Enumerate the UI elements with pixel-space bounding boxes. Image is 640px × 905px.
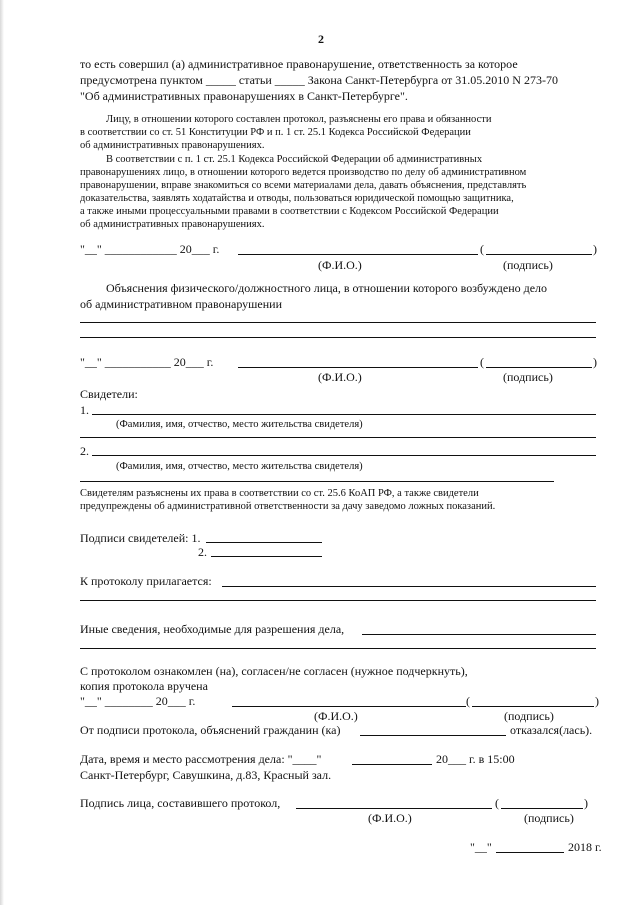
compiler-paren-open: ( bbox=[495, 796, 499, 810]
witness-1-line[interactable] bbox=[92, 414, 596, 415]
rights-p1-line-3: об административных правонарушениях. bbox=[80, 140, 265, 151]
explanations-blank-line-1[interactable] bbox=[80, 322, 596, 323]
rights-p2-line-5: а также иными процессуальными правами в соответствии с Кодексом Российской Федерации bbox=[80, 206, 499, 217]
sig2-sign-line[interactable] bbox=[486, 367, 592, 368]
sig1-paren-close: ) bbox=[593, 242, 597, 256]
compiler-label: Подпись лица, составившего протокол, bbox=[80, 796, 281, 810]
final-date-year: 2018 г. bbox=[568, 840, 602, 854]
witness-1-number: 1. bbox=[80, 403, 89, 417]
acquainted-line-1: С протоколом ознакомлен (на), согласен/не согласен (нужное подчеркнуть), bbox=[80, 664, 468, 678]
intro-line-3: "Об административных правонарушениях в Санкт-Петербурге". bbox=[80, 89, 408, 103]
witness-signature-2-line[interactable] bbox=[211, 556, 322, 557]
acquainted-paren-open: ( bbox=[466, 694, 470, 708]
other-info-line-1[interactable] bbox=[362, 634, 596, 635]
explanations-line-2: об административном правонарушении bbox=[80, 297, 283, 311]
final-date-day: "__" bbox=[470, 840, 492, 854]
refusal-label: От подписи протокола, объяснений гражданин (ка) bbox=[80, 723, 341, 737]
witness-1-caption: (Фамилия, имя, отчество, место жительства свидетеля) bbox=[116, 419, 363, 430]
acquainted-fio-line[interactable] bbox=[232, 706, 466, 707]
acquainted-date: "__" ________ 20___ г. bbox=[80, 694, 196, 708]
rights-p2-line-1: В соответствии с п. 1 ст. 25.1 Кодекса Российской Федерации об административных bbox=[106, 154, 483, 165]
rights-p2-line-6: об административных правонарушениях. bbox=[80, 219, 265, 230]
acquainted-sign-label: (подпись) bbox=[504, 709, 554, 723]
witnesses-rights-line-1: Свидетелям разъяснены их права в соответствии со ст. 25.6 КоАП РФ, а также свидетели bbox=[80, 488, 479, 499]
scan-edge-shadow bbox=[0, 0, 4, 905]
sig1-sign-label: (подпись) bbox=[503, 258, 553, 272]
witnesses-rights-line-2: предупреждены об административной ответственности за дачу заведомо ложных показаний. bbox=[80, 501, 496, 512]
rights-p1-line-2: в соответствии со ст. 51 Конституции РФ и п. 1 ст. 25.1 Кодекса Российской Федерации bbox=[80, 127, 471, 138]
acquainted-sign-line[interactable] bbox=[472, 706, 594, 707]
compiler-fio-label: (Ф.И.О.) bbox=[368, 811, 412, 825]
sig2-fio-line[interactable] bbox=[238, 367, 478, 368]
sig1-paren-open: ( bbox=[480, 242, 484, 256]
acquainted-fio-label: (Ф.И.О.) bbox=[314, 709, 358, 723]
sig2-paren-open: ( bbox=[480, 355, 484, 369]
compiler-sign-label: (подпись) bbox=[524, 811, 574, 825]
hearing-date-label: Дата, время и место рассмотрения дела: "____" bbox=[80, 752, 322, 766]
witness-1-extra-line[interactable] bbox=[80, 437, 596, 438]
attached-line-1[interactable] bbox=[222, 586, 596, 587]
compiler-sign-line[interactable] bbox=[501, 808, 583, 809]
sig2-paren-close: ) bbox=[593, 355, 597, 369]
refusal-line[interactable] bbox=[360, 735, 506, 736]
explanations-blank-line-2[interactable] bbox=[80, 337, 596, 338]
rights-p2-line-2: правонарушениях лицо, в отношении которого ведется производство по делу об административном bbox=[80, 167, 527, 178]
attached-line-2[interactable] bbox=[80, 600, 596, 601]
acquainted-line-2: копия протокола вручена bbox=[80, 679, 208, 693]
sig2-sign-label: (подпись) bbox=[503, 370, 553, 384]
witness-signatures-label: Подписи свидетелей: 1. bbox=[80, 531, 201, 545]
witness-signatures-number-2: 2. bbox=[198, 545, 207, 559]
compiler-fio-line[interactable] bbox=[296, 808, 492, 809]
rights-p2-line-3: правонарушении, вправе знакомиться со всеми материалами дела, давать объяснения, представлять bbox=[80, 180, 527, 191]
witness-signature-1-line[interactable] bbox=[206, 542, 322, 543]
intro-line-2: предусмотрена пунктом _____ статьи _____ Закона Санкт-Петербурга от 31.05.2010 N 273-70 bbox=[80, 73, 558, 87]
refusal-suffix: отказался(лась). bbox=[510, 723, 593, 737]
witness-2-number: 2. bbox=[80, 444, 89, 458]
witness-2-line[interactable] bbox=[92, 455, 596, 456]
hearing-place: Санкт-Петербург, Савушкина, д.83, Красный зал. bbox=[80, 768, 332, 782]
hearing-year-time: 20___ г. в 15:00 bbox=[436, 752, 515, 766]
other-info-label: Иные сведения, необходимые для разрешения дела, bbox=[80, 622, 345, 636]
sig1-fio-line[interactable] bbox=[238, 254, 478, 255]
witness-2-extra-line[interactable] bbox=[80, 481, 554, 482]
rights-p2-line-4: доказательства, заявлять ходатайства и отводы, пользоваться юридической помощью защитника, bbox=[80, 193, 514, 204]
final-date-month-line[interactable] bbox=[496, 852, 564, 853]
sig1-fio-label: (Ф.И.О.) bbox=[318, 258, 362, 272]
hearing-month-line[interactable] bbox=[352, 764, 432, 765]
sig1-date: "__" ____________ 20___ г. bbox=[80, 242, 220, 256]
attached-label: К протоколу прилагается: bbox=[80, 574, 212, 588]
sig2-fio-label: (Ф.И.О.) bbox=[318, 370, 362, 384]
compiler-paren-close: ) bbox=[584, 796, 588, 810]
explanations-line-1: Объяснения физического/должностного лица, в отношении которого возбуждено дело bbox=[106, 281, 548, 295]
witnesses-title: Свидетели: bbox=[80, 387, 138, 401]
other-info-line-2[interactable] bbox=[80, 648, 596, 649]
sig2-date: "__" ___________ 20___ г. bbox=[80, 355, 214, 369]
witness-2-caption: (Фамилия, имя, отчество, место жительства свидетеля) bbox=[116, 461, 363, 472]
intro-line-1: то есть совершил (а) административное правонарушение, ответственность за которое bbox=[80, 57, 518, 71]
rights-p1-line-1: Лицу, в отношении которого составлен протокол, разъяснены его права и обязанности bbox=[106, 114, 492, 125]
sig1-sign-line[interactable] bbox=[486, 254, 592, 255]
acquainted-paren-close: ) bbox=[595, 694, 599, 708]
page-number: 2 bbox=[318, 32, 324, 46]
